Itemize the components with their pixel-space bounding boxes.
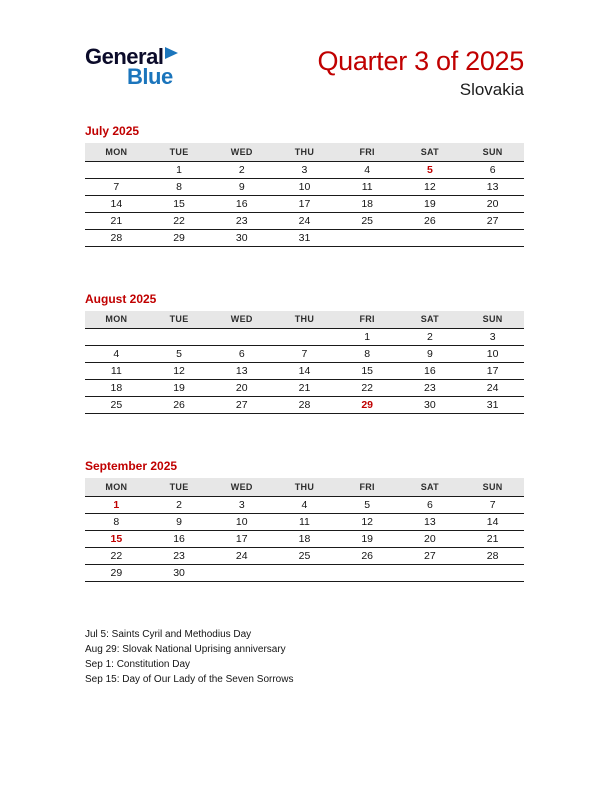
general-blue-logo: [85, 46, 178, 88]
week-row: [85, 346, 524, 363]
day-cell: 5: [336, 496, 399, 513]
day-cell: 20: [461, 195, 524, 212]
day-cell: 14: [85, 195, 148, 212]
day-cell: 6: [210, 346, 273, 363]
weekday-header: FRI: [336, 311, 399, 329]
page-title: Quarter 3 of 2025: [317, 46, 524, 76]
weekday-header: MON: [85, 143, 148, 161]
day-cell: 9: [210, 178, 273, 195]
weekday-header: SUN: [461, 311, 524, 329]
logo-text-blue: Blue: [127, 64, 173, 89]
month-title: September 2025: [85, 459, 178, 473]
day-cell: 29: [85, 564, 148, 581]
day-cell: 23: [210, 212, 273, 229]
day-cell: 28: [461, 547, 524, 564]
logo-text-general: General: [85, 44, 164, 69]
day-cell: 5: [399, 161, 462, 178]
day-cell: 30: [148, 564, 211, 581]
weekday-header: SUN: [461, 478, 524, 496]
weekday-header: TUE: [148, 143, 211, 161]
day-cell: 12: [336, 513, 399, 530]
week-row: [85, 363, 524, 380]
holiday-note: Sep 15: Day of Our Lady of the Seven Sorrows: [85, 673, 294, 685]
months-container: [85, 124, 524, 582]
day-cell: 13: [210, 363, 273, 380]
page-header: [85, 46, 524, 100]
day-cell: 26: [336, 547, 399, 564]
weekday-header: SAT: [399, 143, 462, 161]
day-cell: 19: [399, 195, 462, 212]
week-row: [85, 161, 524, 178]
week-row: [85, 397, 524, 414]
day-cell: 27: [461, 212, 524, 229]
day-cell: 17: [461, 363, 524, 380]
weekday-header: TUE: [148, 311, 211, 329]
weekday-header: SAT: [399, 311, 462, 329]
empty-day-cell: [399, 564, 462, 581]
week-row: [85, 195, 524, 212]
day-cell: 3: [210, 496, 273, 513]
day-cell: 25: [273, 547, 336, 564]
month-table: [85, 143, 524, 247]
weekday-header: TUE: [148, 478, 211, 496]
weekday-header: THU: [273, 478, 336, 496]
day-cell: 11: [85, 363, 148, 380]
day-cell: 2: [210, 161, 273, 178]
day-cell: 31: [273, 229, 336, 246]
day-cell: 16: [399, 363, 462, 380]
month-table: [85, 478, 524, 582]
week-row: [85, 178, 524, 195]
page-subtitle: Slovakia: [459, 80, 524, 99]
week-row: [85, 329, 524, 346]
day-cell: 2: [148, 496, 211, 513]
day-cell: 28: [85, 229, 148, 246]
day-cell: 26: [148, 397, 211, 414]
month-section: [85, 124, 524, 247]
empty-day-cell: [273, 329, 336, 346]
day-cell: 30: [399, 397, 462, 414]
day-cell: 2: [399, 329, 462, 346]
empty-day-cell: [461, 564, 524, 581]
weekday-header: FRI: [336, 478, 399, 496]
month-title: August 2025: [85, 291, 157, 306]
weekday-header: SUN: [461, 143, 524, 161]
month-table: [85, 311, 524, 415]
day-cell: 18: [85, 380, 148, 397]
day-cell: 25: [85, 397, 148, 414]
day-cell: 9: [399, 346, 462, 363]
weekday-header: MON: [85, 311, 148, 329]
day-cell: 24: [210, 547, 273, 564]
week-row: [85, 229, 524, 246]
day-cell: 28: [273, 397, 336, 414]
day-cell: 22: [148, 212, 211, 229]
day-cell: 27: [399, 547, 462, 564]
week-row: [85, 212, 524, 229]
week-row: [85, 513, 524, 530]
week-row: [85, 496, 524, 513]
weekday-header: SAT: [399, 478, 462, 496]
week-row: [85, 380, 524, 397]
day-cell: 4: [273, 496, 336, 513]
weekday-header: MON: [85, 478, 148, 496]
weekday-header: FRI: [336, 143, 399, 161]
day-cell: 30: [210, 229, 273, 246]
day-cell: 22: [85, 547, 148, 564]
day-cell: 4: [85, 346, 148, 363]
empty-day-cell: [85, 161, 148, 178]
day-cell: 20: [399, 530, 462, 547]
day-cell: 8: [85, 513, 148, 530]
day-cell: 8: [148, 178, 211, 195]
holiday-note: Sep 1: Constitution Day: [85, 658, 191, 670]
day-cell: 31: [461, 397, 524, 414]
day-cell: 19: [148, 380, 211, 397]
empty-day-cell: [148, 329, 211, 346]
day-cell: 15: [148, 195, 211, 212]
day-cell: 23: [148, 547, 211, 564]
empty-day-cell: [210, 564, 273, 581]
day-cell: 18: [336, 195, 399, 212]
day-cell: 26: [399, 212, 462, 229]
day-cell: 16: [210, 195, 273, 212]
day-cell: 1: [336, 329, 399, 346]
empty-day-cell: [336, 229, 399, 246]
day-cell: 14: [461, 513, 524, 530]
day-cell: 11: [336, 178, 399, 195]
day-cell: 29: [336, 397, 399, 414]
day-cell: 24: [273, 212, 336, 229]
day-cell: 13: [399, 513, 462, 530]
title-block: [317, 46, 524, 100]
empty-day-cell: [399, 229, 462, 246]
day-cell: 7: [461, 496, 524, 513]
empty-day-cell: [210, 329, 273, 346]
month-section: [85, 459, 524, 582]
logo-flag-icon: [165, 47, 178, 59]
empty-day-cell: [461, 229, 524, 246]
empty-day-cell: [85, 329, 148, 346]
weekday-header: THU: [273, 143, 336, 161]
holiday-list: [85, 627, 524, 687]
day-cell: 20: [210, 380, 273, 397]
day-cell: 7: [85, 178, 148, 195]
weekday-header: THU: [273, 311, 336, 329]
day-cell: 17: [210, 530, 273, 547]
day-cell: 3: [461, 329, 524, 346]
day-cell: 3: [273, 161, 336, 178]
day-cell: 13: [461, 178, 524, 195]
day-cell: 11: [273, 513, 336, 530]
day-cell: 8: [336, 346, 399, 363]
day-cell: 21: [461, 530, 524, 547]
day-cell: 15: [336, 363, 399, 380]
holiday-note: Aug 29: Slovak National Uprising anniversary: [85, 643, 286, 655]
day-cell: 10: [273, 178, 336, 195]
day-cell: 4: [336, 161, 399, 178]
day-cell: 6: [399, 496, 462, 513]
day-cell: 1: [148, 161, 211, 178]
empty-day-cell: [336, 564, 399, 581]
day-cell: 1: [85, 496, 148, 513]
holiday-note: Jul 5: Saints Cyril and Methodius Day: [85, 628, 252, 640]
day-cell: 5: [148, 346, 211, 363]
day-cell: 21: [85, 212, 148, 229]
day-cell: 27: [210, 397, 273, 414]
weekday-header: WED: [210, 478, 273, 496]
day-cell: 10: [210, 513, 273, 530]
day-cell: 9: [148, 513, 211, 530]
day-cell: 24: [461, 380, 524, 397]
day-cell: 25: [336, 212, 399, 229]
day-cell: 12: [148, 363, 211, 380]
week-row: [85, 530, 524, 547]
day-cell: 14: [273, 363, 336, 380]
month-title: July 2025: [85, 124, 140, 138]
day-cell: 7: [273, 346, 336, 363]
day-cell: 16: [148, 530, 211, 547]
empty-day-cell: [273, 564, 336, 581]
day-cell: 21: [273, 380, 336, 397]
day-cell: 17: [273, 195, 336, 212]
month-section: [85, 292, 524, 415]
week-row: [85, 564, 524, 581]
day-cell: 6: [461, 161, 524, 178]
weekday-header: WED: [210, 311, 273, 329]
day-cell: 29: [148, 229, 211, 246]
day-cell: 23: [399, 380, 462, 397]
weekday-header: WED: [210, 143, 273, 161]
day-cell: 18: [273, 530, 336, 547]
day-cell: 12: [399, 178, 462, 195]
day-cell: 19: [336, 530, 399, 547]
day-cell: 10: [461, 346, 524, 363]
week-row: [85, 547, 524, 564]
day-cell: 15: [85, 530, 148, 547]
day-cell: 22: [336, 380, 399, 397]
